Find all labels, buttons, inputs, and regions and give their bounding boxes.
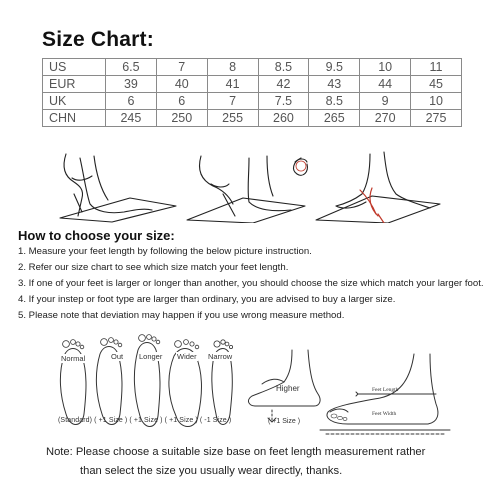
table-row: [43, 59, 462, 76]
table-cell: 260: [258, 110, 309, 127]
measure-heel-illustration: [52, 148, 180, 223]
foot-type-label: Out: [111, 352, 124, 361]
howto-step: 3. If one of your feet is larger or longer than another, you should choose the size which match your larger foot.: [18, 278, 484, 289]
foot-type-label: Narrow: [208, 352, 233, 361]
size-chart-title: Size Chart:: [42, 28, 154, 51]
howto-title: How to choose your size:: [18, 228, 175, 243]
table-row: [43, 76, 462, 93]
measure-toe-illustration: [183, 148, 311, 223]
note-line: than select the size you usually wear directly, thanks.: [80, 465, 343, 477]
table-cell: 6: [156, 93, 207, 110]
table-cell: 245: [106, 110, 157, 127]
table-cell: 43: [309, 76, 360, 93]
table-cell: 7: [207, 93, 258, 110]
measure-instep-illustration: [314, 148, 442, 223]
table-cell: 7: [156, 59, 207, 76]
row-header-eur: EUR: [43, 76, 106, 93]
table-cell: 10: [360, 59, 411, 76]
foot-measure-illustration: [318, 352, 458, 438]
howto-step: 4. If your instep or foot type are larger than ordinary, you are advised to buy a larger size.: [18, 294, 396, 305]
size-chart-table: [42, 58, 462, 127]
table-cell: 41: [207, 76, 258, 93]
row-header-uk: UK: [43, 93, 106, 110]
table-cell: 39: [106, 76, 157, 93]
howto-step: 1. Measure your feet length by following the below picture instruction.: [18, 246, 312, 257]
row-header-us: US: [43, 59, 106, 76]
table-cell: 270: [360, 110, 411, 127]
howto-step: 2. Refer our size chart to see which size match your feet length.: [18, 262, 289, 273]
foot-type-label: Wider: [177, 352, 197, 361]
table-cell: 8.5: [258, 59, 309, 76]
table-cell: 6: [106, 93, 157, 110]
feet-width-label: Feet Width: [372, 411, 397, 417]
feet-length-label: Feet Length: [372, 387, 399, 393]
instep-label: Higher: [276, 384, 300, 393]
table-cell: 250: [156, 110, 207, 127]
foot-type-label: Longer: [139, 352, 163, 361]
row-header-chn: CHN: [43, 110, 106, 127]
table-cell: 8.5: [309, 93, 360, 110]
table-cell: 40: [156, 76, 207, 93]
foot-type-label: Normal: [61, 354, 86, 363]
table-cell: 44: [360, 76, 411, 93]
instep-size-adjustment: ( +1 Size ): [268, 418, 301, 425]
foot-type-size-adjustments: (Standard) ( +1 Size ) ( +1 Size ) ( +1 Size ) ( -1 Size ): [58, 417, 232, 424]
table-cell: 255: [207, 110, 258, 127]
table-cell: 10: [411, 93, 462, 110]
table-cell: 265: [309, 110, 360, 127]
table-row: [43, 110, 462, 127]
table-cell: 9.5: [309, 59, 360, 76]
table-cell: 8: [207, 59, 258, 76]
note-line: Note: Please choose a suitable size base on feet length measurement rather: [46, 446, 426, 458]
table-cell: 7.5: [258, 93, 309, 110]
table-cell: 6.5: [106, 59, 157, 76]
table-row: [43, 93, 462, 110]
table-cell: 275: [411, 110, 462, 127]
howto-step: 5. Please note that deviation may happen if you use wrong measure method.: [18, 310, 345, 321]
table-cell: 42: [258, 76, 309, 93]
table-cell: 9: [360, 93, 411, 110]
table-cell: 45: [411, 76, 462, 93]
table-cell: 11: [411, 59, 462, 76]
